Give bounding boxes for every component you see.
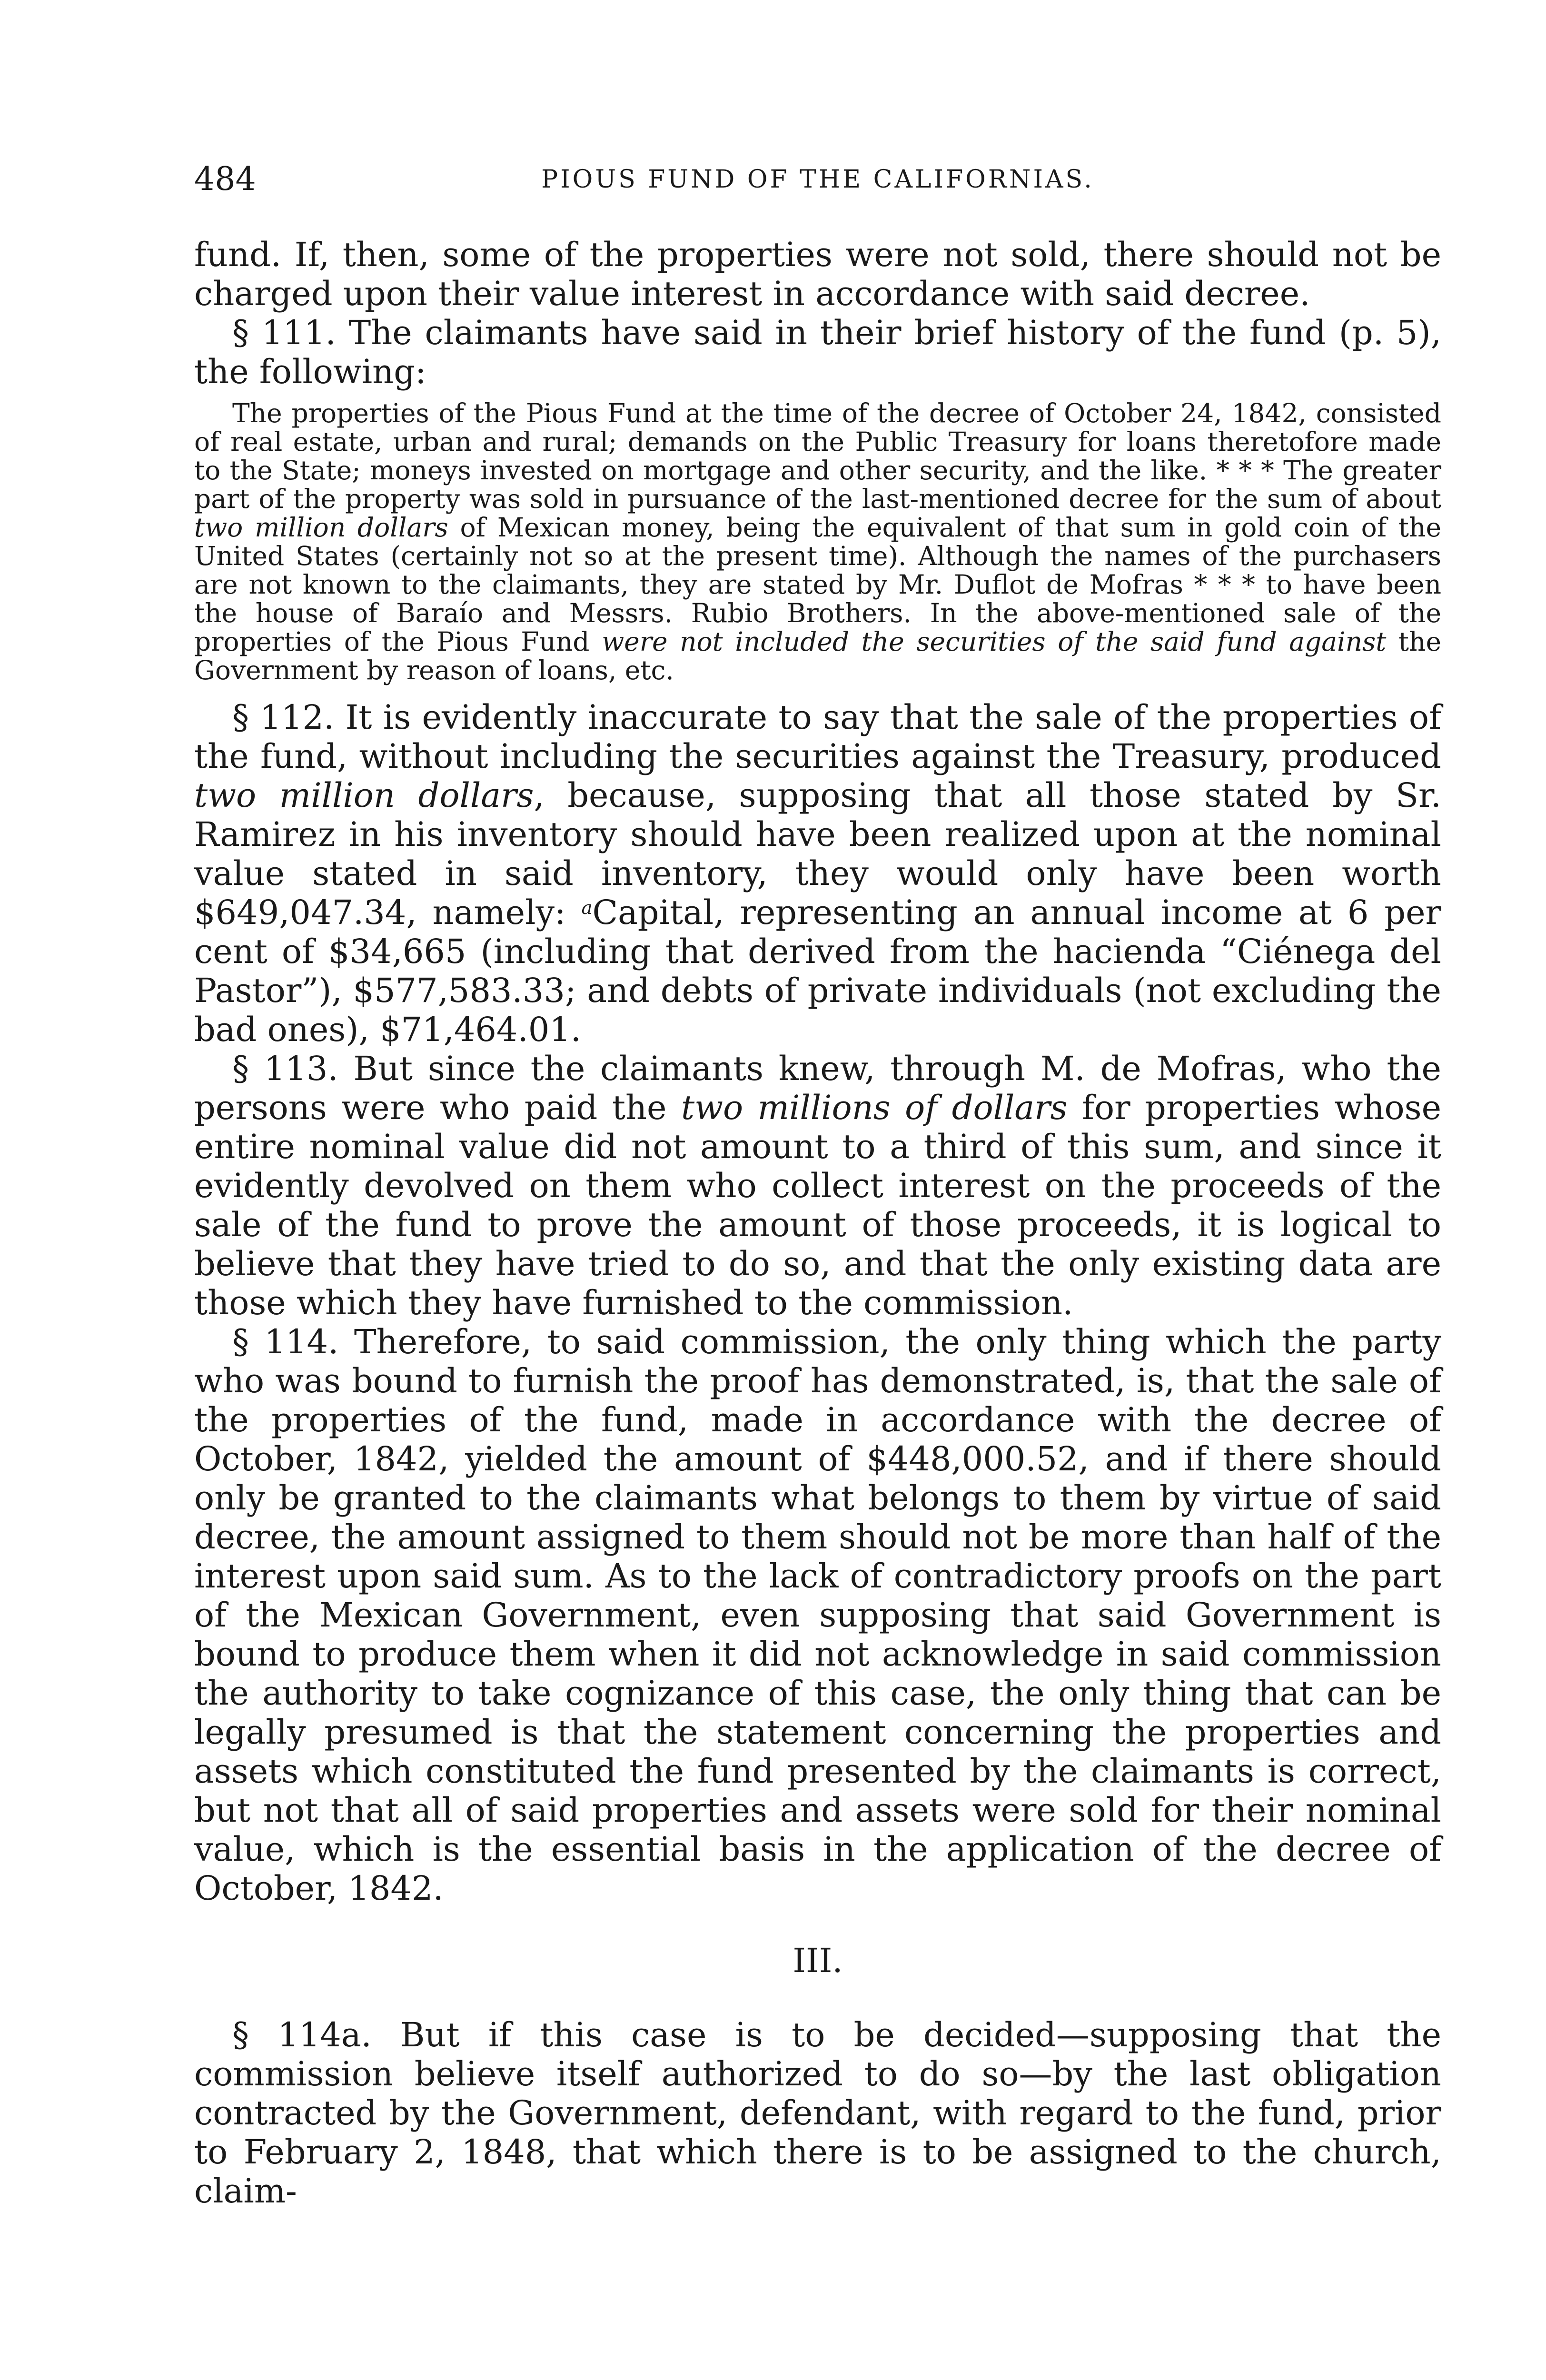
quote-emphasis-1: two million dollars <box>194 512 448 543</box>
page-number: 484 <box>194 160 256 198</box>
footnote-reference: a <box>581 897 593 919</box>
paragraph-continuation: fund. If, then, some of the properties were not sold, there should not be charged upon their value interest in accordance with said decree. <box>194 235 1441 313</box>
page-header <box>194 158 1441 201</box>
p112-text-2: , because, supposing that all those stated by Sr. Ramirez in his inventory should have been realized upon at the nominal value stated in said inventory, they would only have been worth $649,047.34, namely: <box>194 776 1441 932</box>
paragraph-114: § 114. Therefore, to said commission, the only thing which the party who was bound to furnish the proof has demonstrated, is, that the sale of the properties of the fund, made in accordance with the decree of October, 1842, yielded the amount of $448,000.52, and if there should only be granted to the claimants what belongs to them by virtue of said decree, the amount assigned to them should not be more than half of the interest upon said sum. As to the lack of contradictory proofs on the part of the Mexican Government, even supposing that said Government is bound to produce them when it did not acknowledge in said commission the authority to take cognizance of this case, the only thing that can be legally presumed is that the statement concerning the properties and assets which constituted the fund presented by the claimants is correct, but not that all of said properties and assets were sold for their nominal value, which is the essential basis in the application of the decree of October, 1842. <box>194 1322 1441 1908</box>
p113-emphasis: two millions of dollars <box>681 1088 1068 1127</box>
quote-text-3: the Government by reason of loans, etc. <box>194 626 1441 685</box>
paragraph-111: § 111. The claimants have said in their brief history of the fund (p. 5), the following: <box>194 313 1441 391</box>
running-title: PIOUS FUND OF THE CALIFORNIAS. <box>541 165 1094 194</box>
quote-text-1: The properties of the Pious Fund at the time of the decree of October 24, 1842, consisted of real estate, urban and rural; demands on the Public Treasury for loans theretofore made to the State; moneys invested on mortgage and other security, and the like. * * * The greater part of the property was sold in pursuance of the last-mentioned decree for the sum of about <box>194 398 1441 514</box>
quote-text-2: of Mexican money, being the equivalent of that sum in gold coin of the United States (certainly not so at the present time). Although the names of the purchasers are not known to the claimants, they are stated by Mr. Duflot de Mofras * * * to have been the house of Baraío and Messrs. Rubio Brothers. In the above-mentioned sale of the properties of the Pious Fund <box>194 512 1441 657</box>
p113-text-2: for properties whose entire nominal value did not amount to a third of this sum, and since it evidently devolved on them who collect interest on the proceeds of the sale of the fund to prove the amount of those proceeds, it is logical to believe that they have tried to do so, and that the only existing data are those which they have furnished to the commission. <box>194 1088 1441 1322</box>
p112-emphasis: two million dollars <box>194 776 534 815</box>
paragraph-112 <box>194 698 1441 1049</box>
block-quote <box>194 399 1441 684</box>
page-body <box>194 235 1441 2211</box>
p113-text-1: § 113. But since the claimants knew, through M. de Mofras, who the persons were who paid the <box>194 1049 1441 1127</box>
document-page <box>194 0 1441 2380</box>
p112-text-3: Capital, representing an annual income at 6 per cent of $34,665 (including that derived from the hacienda “Ciénega del Pastor”), $577,583.33; and debts of private individuals (not excluding the bad ones), $71,464.01. <box>194 893 1441 1049</box>
p112-text-1: § 112. It is evidently inaccurate to say that the sale of the properties of the fund, without including the securities against the Treasury, produced <box>194 698 1441 776</box>
paragraph-113 <box>194 1049 1441 1322</box>
paragraph-114a: § 114a. But if this case is to be decided—supposing that the commission believe itself authorized to do so—by the last obligation contracted by the Government, defendant, with regard to the fund, prior to February 2, 1848, that which there is to be assigned to the church, claim- <box>194 2015 1441 2211</box>
section-heading: III. <box>793 1941 843 1980</box>
quote-emphasis-2: were not included the securities of the said fund against <box>602 626 1387 657</box>
